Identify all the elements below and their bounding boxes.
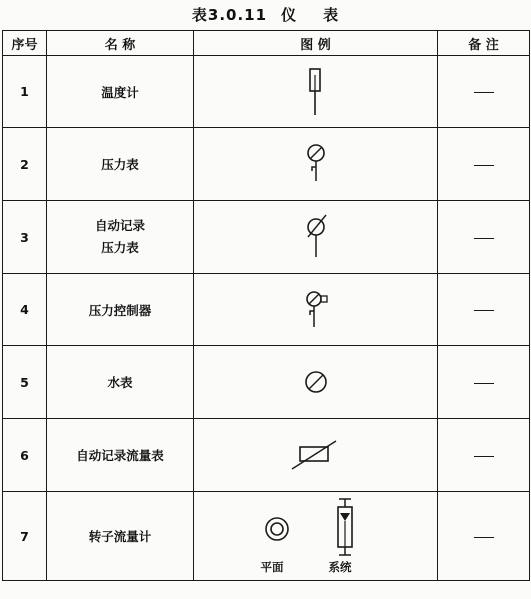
caption-word2: 表 [323, 6, 340, 24]
header-row [3, 31, 530, 56]
header-note: 备 注 [438, 31, 530, 56]
table-row [3, 274, 530, 346]
row-symbol [194, 492, 438, 581]
dash-mark [474, 537, 494, 538]
row-name: 转子流量计 [47, 492, 194, 581]
row-symbol [194, 419, 438, 492]
plan-view-label: 平面 [260, 560, 284, 574]
instrument-table [2, 30, 530, 581]
row-name-line2: 压力表 [101, 240, 139, 255]
table-row [3, 346, 530, 419]
row-symbol [194, 128, 438, 201]
rotameter-icon [241, 495, 391, 557]
dash-mark [474, 310, 494, 311]
table-row [3, 201, 530, 274]
row-no: 3 [3, 201, 47, 274]
row-symbol [194, 346, 438, 419]
row-symbol [194, 274, 438, 346]
caption-prefix: 表3.0.11 [191, 6, 268, 24]
table-row [3, 419, 530, 492]
row-no: 2 [3, 128, 47, 201]
row-note [438, 492, 530, 581]
row-name: 自动记录流量表 [47, 419, 194, 492]
row-name: 水表 [47, 346, 194, 419]
row-note [438, 419, 530, 492]
header-symbol: 图 例 [194, 31, 438, 56]
dash-mark [474, 383, 494, 384]
dash-mark [474, 238, 494, 239]
recording-pressure-gauge-icon [296, 209, 336, 265]
row-no: 5 [3, 346, 47, 419]
row-symbol [194, 201, 438, 274]
caption-word1: 仪 [281, 6, 298, 24]
row-name-line1: 自动记录 [94, 218, 145, 233]
header-name: 名 称 [47, 31, 194, 56]
dash-mark [474, 92, 494, 93]
row-name: 压力控制器 [47, 274, 194, 346]
row-name: 压力表 [47, 128, 194, 201]
pressure-controller-icon [296, 283, 336, 337]
pressure-gauge-icon [296, 137, 336, 191]
row-no: 6 [3, 419, 47, 492]
thermometer-icon [296, 65, 336, 119]
water-meter-icon [296, 362, 336, 402]
table-row [3, 128, 530, 201]
table-caption [0, 2, 531, 28]
row-note [438, 56, 530, 128]
table-row [3, 56, 530, 128]
row-no: 1 [3, 56, 47, 128]
row-no: 7 [3, 492, 47, 581]
dash-mark [474, 165, 494, 166]
row-no: 4 [3, 274, 47, 346]
row-name: 温度计 [47, 56, 194, 128]
row-name [47, 201, 194, 274]
row-note [438, 274, 530, 346]
dash-mark [474, 456, 494, 457]
row-note [438, 128, 530, 201]
row-note [438, 346, 530, 419]
header-no: 序号 [3, 31, 47, 56]
row-note [438, 201, 530, 274]
system-view-label: 系统 [328, 560, 352, 574]
table-row [3, 492, 530, 581]
recording-flow-meter-icon [286, 435, 346, 475]
row-symbol [194, 56, 438, 128]
